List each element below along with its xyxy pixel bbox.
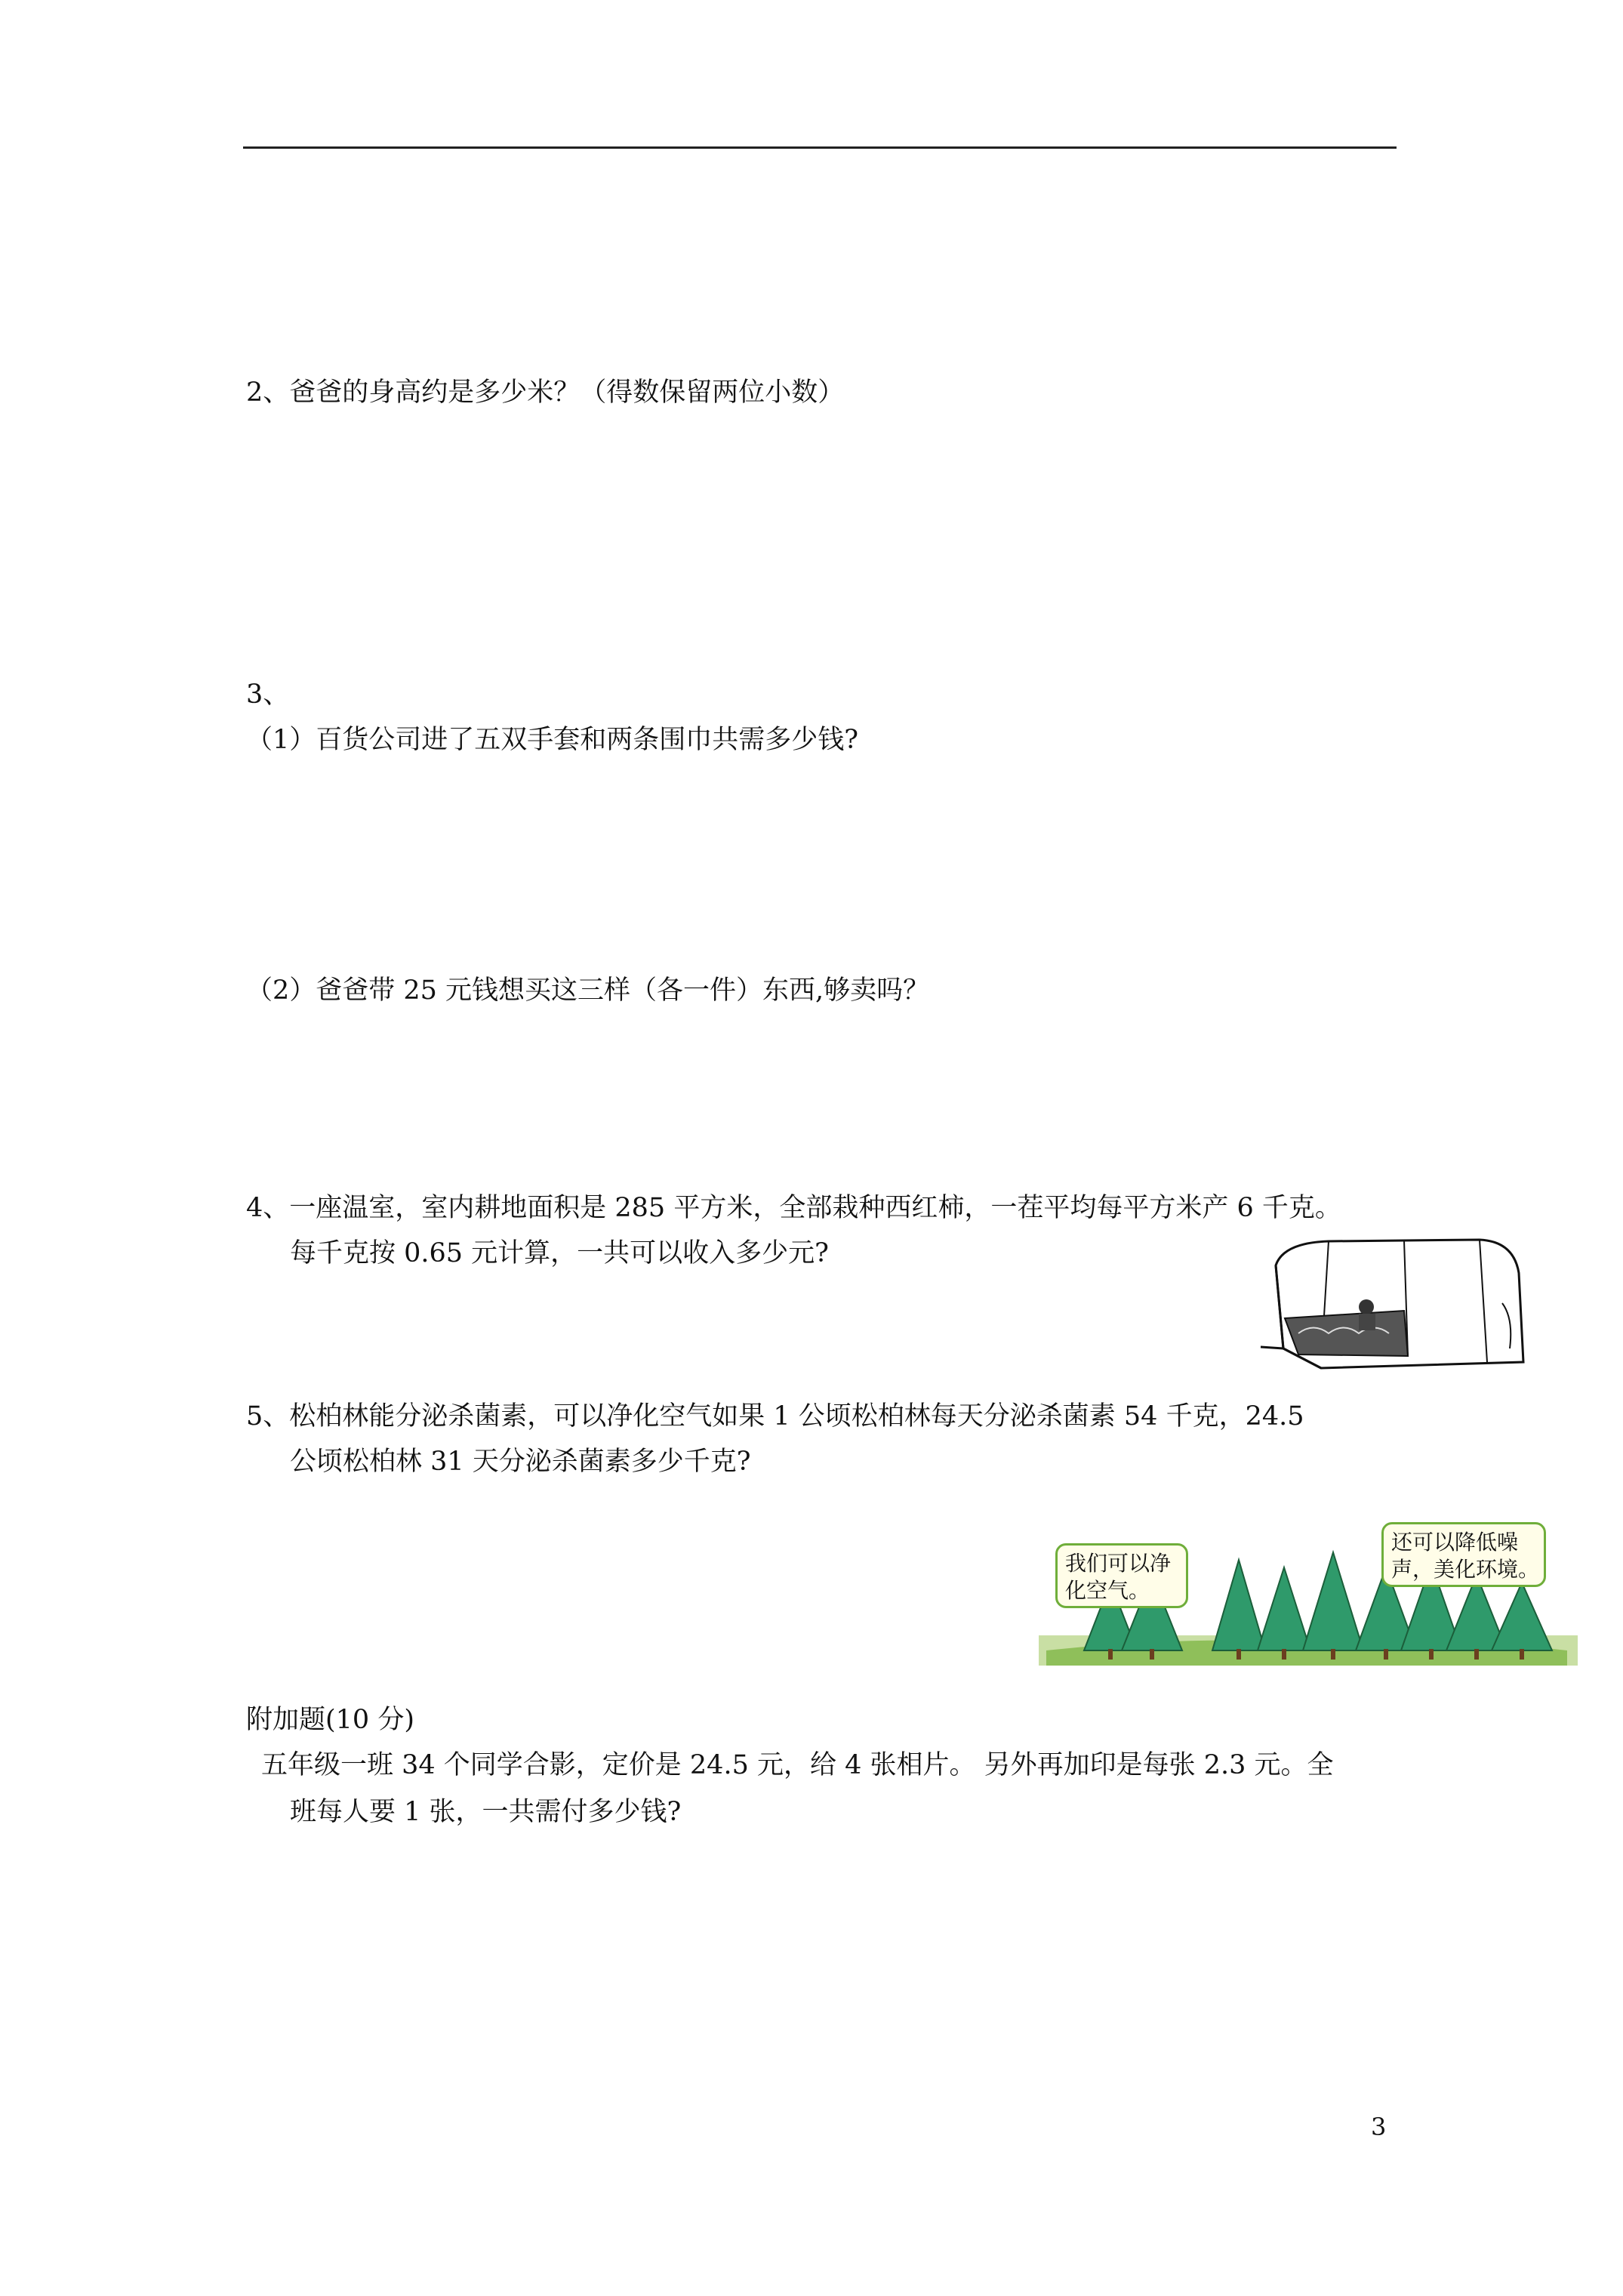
header-rule [243,146,1397,149]
question-3-part-2: （2）爸爸带 25 元钱想买这三样（各一件）东西,够卖吗？ [246,975,930,1006]
speech-bubble-right [1381,1522,1546,1587]
bonus-title: 附加题(10 分) [246,1705,414,1735]
question-3-number: 3、 [246,680,290,710]
question-5-line-2: 公顷松柏林 31 天分泌杀菌素多少千克? [290,1447,751,1477]
question-3-part-1: （1）百货公司进了五双手套和两条围巾共需多少钱? [246,725,859,755]
bubble-left-line-2: 化空气。 [1065,1578,1150,1603]
greenhouse-illustration [1253,1235,1532,1371]
bubble-right-line-2: 声，美化环境。 [1391,1557,1540,1582]
question-5-line-1: 5、松柏林能分泌杀菌素，可以净化空气如果 1 公顷松柏林每天分泌杀菌素 54 千克，24.5 [246,1401,1304,1432]
page-number: 3 [1371,2113,1387,2141]
question-2: 2、爸爸的身高约是多少米？（得数保留两位小数） [246,378,845,408]
question-4-line-1: 4、一座温室，室内耕地面积是 285 平方米，全部栽种西红柿，一茬平均每平方米产 6 千克。 [246,1193,1341,1223]
bonus-line-1: 五年级一班 34 个同学合影，定价是 24.5 元，给 4 张相片。 另外再加印是每张 2.3 元。全 [261,1750,1334,1780]
speech-bubble-left [1055,1543,1188,1608]
bonus-line-2: 班每人要 1 张，一共需付多少钱? [290,1797,682,1827]
forest-illustration [1039,1522,1578,1666]
bubble-left-line-1: 我们可以净 [1065,1551,1172,1576]
bubble-right-line-1: 还可以降低噪 [1391,1530,1519,1555]
question-4-line-2: 每千克按 0.65 元计算，一共可以收入多少元? [290,1238,829,1268]
